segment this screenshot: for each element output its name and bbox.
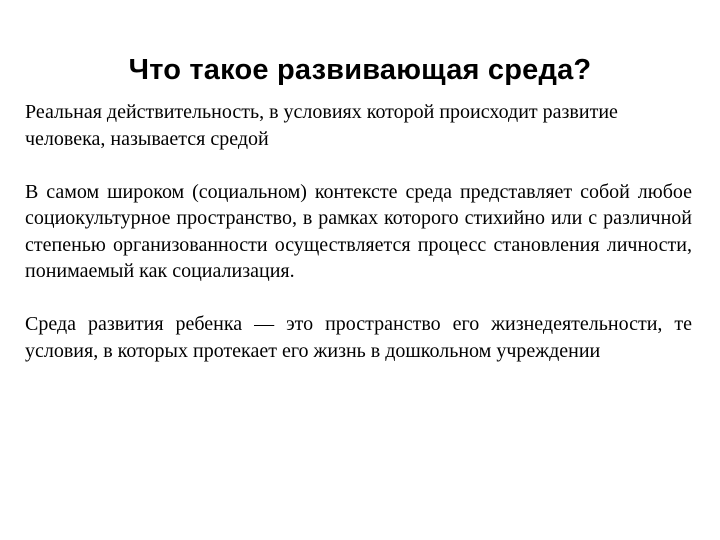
paragraph-definition: Реальная действительность, в условиях которой происходит развитие человека, называется средой xyxy=(25,101,618,150)
paragraph-child-environment: Среда развития ребенка — это пространство его жизнедеятельности, те условия, в которых протекает его жизнь в дошкольном учреждении xyxy=(25,313,692,362)
paragraph-gap xyxy=(25,285,692,312)
paragraph-social-context: В самом широком (социальном) контексте среда представляет собой любое социокультурное пространство, в рамках которого стихийно или с различной степенью организованности осуществляется процесс становления личности, понимаемый как социализация. xyxy=(25,180,692,282)
slide-body xyxy=(25,99,692,364)
slide-title: Что такое развивающая среда? xyxy=(128,54,592,86)
paragraph-gap xyxy=(25,152,692,179)
